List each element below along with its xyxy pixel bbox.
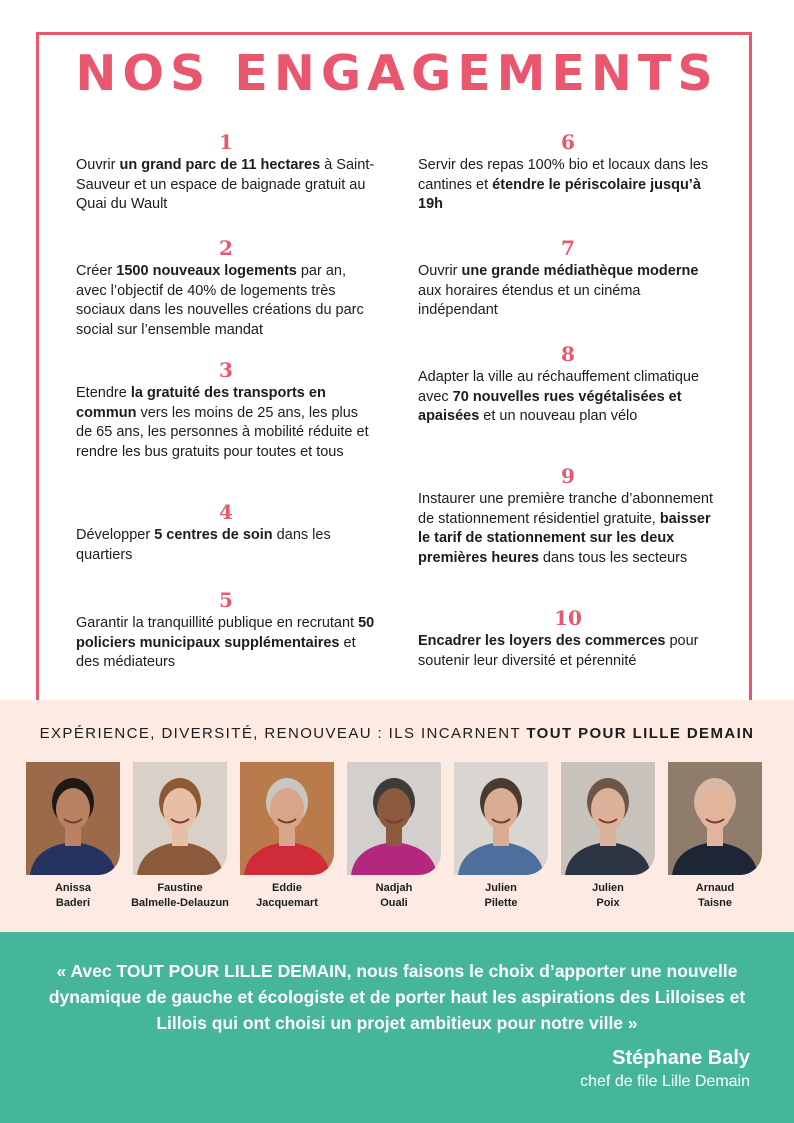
commitment-number: 5 [219,588,233,612]
member-name [553,881,663,911]
member-first-name: Anissa [54,882,92,894]
commitment-text: à Saint-Sauveur et un espace de baignade gratuit au Quai du Wault [76,157,375,213]
member-name [125,881,235,911]
commitment-number: 6 [561,130,575,154]
commitment-text: et des médiateurs [76,634,356,671]
quote-text [30,958,764,1036]
commitment-number: 1 [219,130,233,154]
team-member [454,762,548,911]
member-name [232,881,342,911]
member-last-name: Jacquemart [256,897,318,909]
portrait-photo [133,762,227,875]
commitment-text: Adapter la ville au réchauffement climatique avec [418,369,700,405]
member-first-name: Faustine [157,882,203,894]
page-title: NOS ENGAGEMENTS [75,45,719,102]
member-last-name: Poix [596,897,620,909]
member-name [339,881,449,911]
member-first-name: Julien [592,882,624,894]
commitment-8 [418,342,718,427]
portrait-photo [240,762,334,875]
member-first-name: Nadjah [375,882,413,894]
commitment-number: 7 [561,236,575,260]
quote-author: Stéphane Baly [612,1047,750,1069]
member-first-name: Arnaud [695,882,735,894]
portrait-photo [454,762,548,875]
team-member [133,762,227,911]
member-name [446,881,556,911]
commitment-7 [418,236,718,321]
commitment-highlight: Encadrer les loyers des commerces [418,633,666,649]
commitment-4 [76,500,376,565]
member-name [660,881,770,911]
commitment-text: Développer [76,527,155,543]
portrait-photo [668,762,762,875]
commitment-9 [418,464,718,568]
quote-author-role: chef de file Lille Demain [580,1073,750,1090]
member-name [18,881,128,911]
commitment-number: 8 [561,342,575,366]
member-last-name: Taisne [697,897,733,909]
commitment-highlight: 50 policiers municipaux supplémentaires [76,615,375,651]
member-last-name: Ouali [380,897,408,909]
commitment-number: 10 [554,606,582,630]
team-member [668,762,762,911]
commitment-3 [76,358,376,462]
team-member [26,762,120,911]
commitment-highlight: 5 centres de soin [154,527,273,543]
team-member [561,762,655,911]
commitment-highlight: un grand parc de 11 hectares [119,157,321,173]
team-heading-prefix: EXPÉRIENCE, DIVERSITÉ, RENOUVEAU : ILS INCARNENT [39,725,527,742]
commitment-text: Garantir la tranquillité publique en recrutant [76,615,359,631]
commitment-text: dans les quartiers [76,527,331,563]
commitment-text: Ouvrir [418,263,462,279]
commitment-highlight: baisser le tarif de stationnement sur les deux premières heures [418,510,711,566]
member-first-name: Julien [485,882,517,894]
commitment-highlight: 70 nouvelles rues végétalisées et apaisées [418,388,682,425]
member-last-name: Baderi [55,897,91,909]
commitment-text: pour soutenir leur diversité et pérennité [418,633,699,669]
commitment-text: Créer [76,263,117,279]
quote-brand: TOUT POUR LILLE DEMAIN [116,961,347,981]
commitment-2 [76,236,376,340]
member-first-name: Eddie [272,882,302,894]
portrait-photo [347,762,441,875]
team-member [240,762,334,911]
commitment-text: Etendre [76,385,131,401]
member-last-name: Balmelle-Delauzun [131,897,229,909]
team-member [347,762,441,911]
member-last-name: Pilette [484,897,518,909]
portrait-photo [26,762,120,875]
team-heading-brand: TOUT POUR LILLE DEMAIN [526,725,755,742]
commitment-text: aux horaires étendus et un cinéma indépendant [418,282,641,319]
commitment-text: par an, avec l’objectif de 40% de logements très sociaux dans les nouvelles créations du parc social sur l’ensemble mandat [76,263,364,338]
commitment-highlight: une grande médiathèque moderne [461,263,699,279]
commitment-highlight: 1500 nouveaux logements [116,263,297,279]
team-heading [0,724,794,744]
commitment-number: 3 [219,358,233,382]
quote-open: « Avec [56,961,117,981]
commitment-highlight: étendre le périscolaire jusqu’à 19h [418,176,701,213]
commitment-6 [418,130,718,215]
commitment-number: 2 [219,236,233,260]
commitment-number: 9 [561,464,575,488]
quote-rest: , nous faisons le choix d’apporter une nouvelle dynamique de gauche et écologiste et de porter haut les aspirations des Lilloises et Lillois qui ont choisi un projet ambitieux pour notre ville » [48,961,746,1033]
commitment-number: 4 [219,500,233,524]
commitment-text: Ouvrir [76,157,120,173]
commitment-text: Instaurer une première tranche d’abonnement de stationnement résidentiel gratuite, [418,491,714,527]
portrait-photo [561,762,655,875]
commitment-5 [76,588,376,673]
commitment-text: vers les moins de 25 ans, les plus de 65 ans, les personnes à mobilité réduite et rendre les bus gratuits pour toutes et tous [76,404,369,460]
commitment-text: et un nouveau plan vélo [479,408,638,425]
commitment-10 [418,606,718,671]
commitment-text: dans tous les secteurs [538,549,688,566]
commitment-highlight: la gratuité des transports en commun [76,385,326,421]
commitment-1 [76,130,376,215]
commitment-text: Servir des repas 100% bio et locaux dans les cantines et [418,157,709,193]
